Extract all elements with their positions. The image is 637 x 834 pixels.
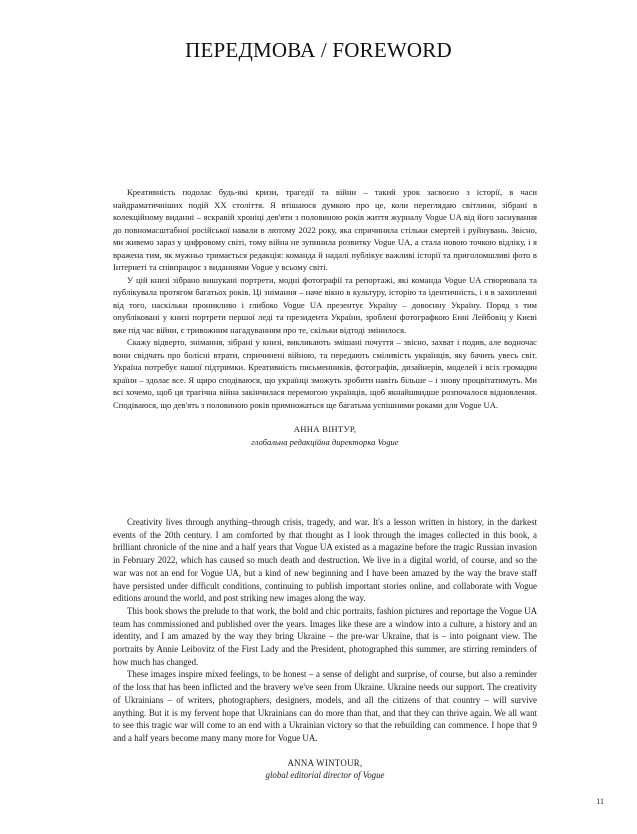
ua-paragraph-2: У цій книзі зібрано вишукані портрети, модні фотографії та репортажі, які команда Vogue UA створювала та публікувала протягом багатьох років. Ці знімання – наче вікно в культуру, історію та ідентичність, і я в захопленні від того, наскільки проникливо і глибоко Vogue UA презентує Україну – довоєнну Україну. Поряд з тим опубліковані у книзі портрети першої леді та президента України, зроблені фотографкою Енні Лейбовіц у Києві вже під час війни, є тривожним нагадуванням про те, скільки відтоді змінилося. xyxy=(113,274,537,335)
en-signature-role: global editorial director of Vogue xyxy=(265,770,385,781)
en-signature-name: ANNA WINTOUR, xyxy=(287,757,363,768)
ua-signature-role: глобальна редакційна директорка Vogue xyxy=(251,436,399,447)
en-signature xyxy=(113,757,537,782)
en-paragraph-1: Creativity lives through anything–through crisis, tragedy, and war. It's a lesson written in history, in the darkest events of the 20th century. I am comforted by that thought as I look through the images collected in this book, a brilliant chronicle of the nine and a half years that Vogue UA existed as a magazine before the tragic Russian invasion in February 2022, which has caused so much death and destruction. We live in a digital world, of course, and so the war was not an end for Vogue UA, but a kind of new beginning and I have been amazed by the way the brave staff have persisted under difficult conditions, continuing to publish important stories online, and collaborate with Vogue editions around the world, and post striking new images along the way. xyxy=(113,517,537,604)
en-paragraph-2: This book shows the prelude to that work, the bold and chic portraits, fashion pictures and reportage the Vogue UA team has commissioned and published over the years. Images like these are a window into a culture, a history and an identity, and I am amazed by the way they bring Ukraine – the pre-war Ukraine, that is – into poignant view. The portraits by Annie Leibovitz of the First Lady and the President, photographed this summer, are stirring reminders of how much has changed. xyxy=(113,605,537,667)
page-number: 11 xyxy=(596,797,604,806)
ua-paragraph-1: Креативність подолає будь-які кризи, трагедії та війни – такий урок засвоєно з історії, в часи найдраматичніших подій XX століття. Я втішаюся думкою про це, коли переглядаю світлини, зібрані в колекційному виданні – яскравій хроніці дев'яти з половиною років життя журналу Vogue UA від його заснування до повномасштабної російської навали в лютому 2022 року, яка спричинила стільки смертей і руйнувань. Звісно, ми живемо зараз у цифровому світі, тому війна не зупинила розвитку Vogue UA, а стала новою точкою відліку, і я вражена тим, як мужньо тримається редакція: команда й надалі публікує важливі історії та приголомшливі фото в Інтернеті та співпрацює з виданнями Vogue у всьому світі. xyxy=(113,187,537,272)
ua-paragraph-3: Скажу відверто, знімання, зібрані у книзі, викликають змішані почуття – звісно, захват і подив, але водночас вони свідчать про болісні втрати, спричинені війною, та передають сміливість українців, яку бачить увесь світ. Україна потребує нашої підтримки. Креативність письменників, фотографів, дизайнерів, моделей і всіх громадян країни – здолає все. Я щиро сподіваюся, що українці зможуть зробити навіть більше – і знову процвітатимуть. Ми всі хочемо, щоб ця трагічна війна закінчилася перемогою українців, щоб якнайшвидше розпочалося відновлення. Сподіваюся, що дев'ять з половиною років примножаться ще багатьма успішними роками для Vogue UA. xyxy=(113,337,537,410)
ua-signature-name: АННА ВІНТУР, xyxy=(293,424,357,434)
ukrainian-foreword xyxy=(113,186,537,448)
ua-signature xyxy=(113,423,537,448)
en-paragraph-3: These images inspire mixed feelings, to be honest – a sense of delight and surprise, of course, but also a reminder of the loss that has been inflicted and the bravery we've seen from Ukraine. Ukraine needs our support. The creativity of Ukrainians – of writers, photographers, designers, models, and all the citizens of that country – will survive anything. But it is my fervent hope that Ukrainians can do more than that, and that they can thrive again. We all want to see this tragic war will come to an end with a Ukrainian victory so that the rebuilding can commence. I hope that 9 and a half years become many many more for Vogue UA. xyxy=(113,669,537,743)
page-title: ПЕРЕДМОВА / FOREWORD xyxy=(185,38,452,62)
english-foreword xyxy=(113,516,537,782)
